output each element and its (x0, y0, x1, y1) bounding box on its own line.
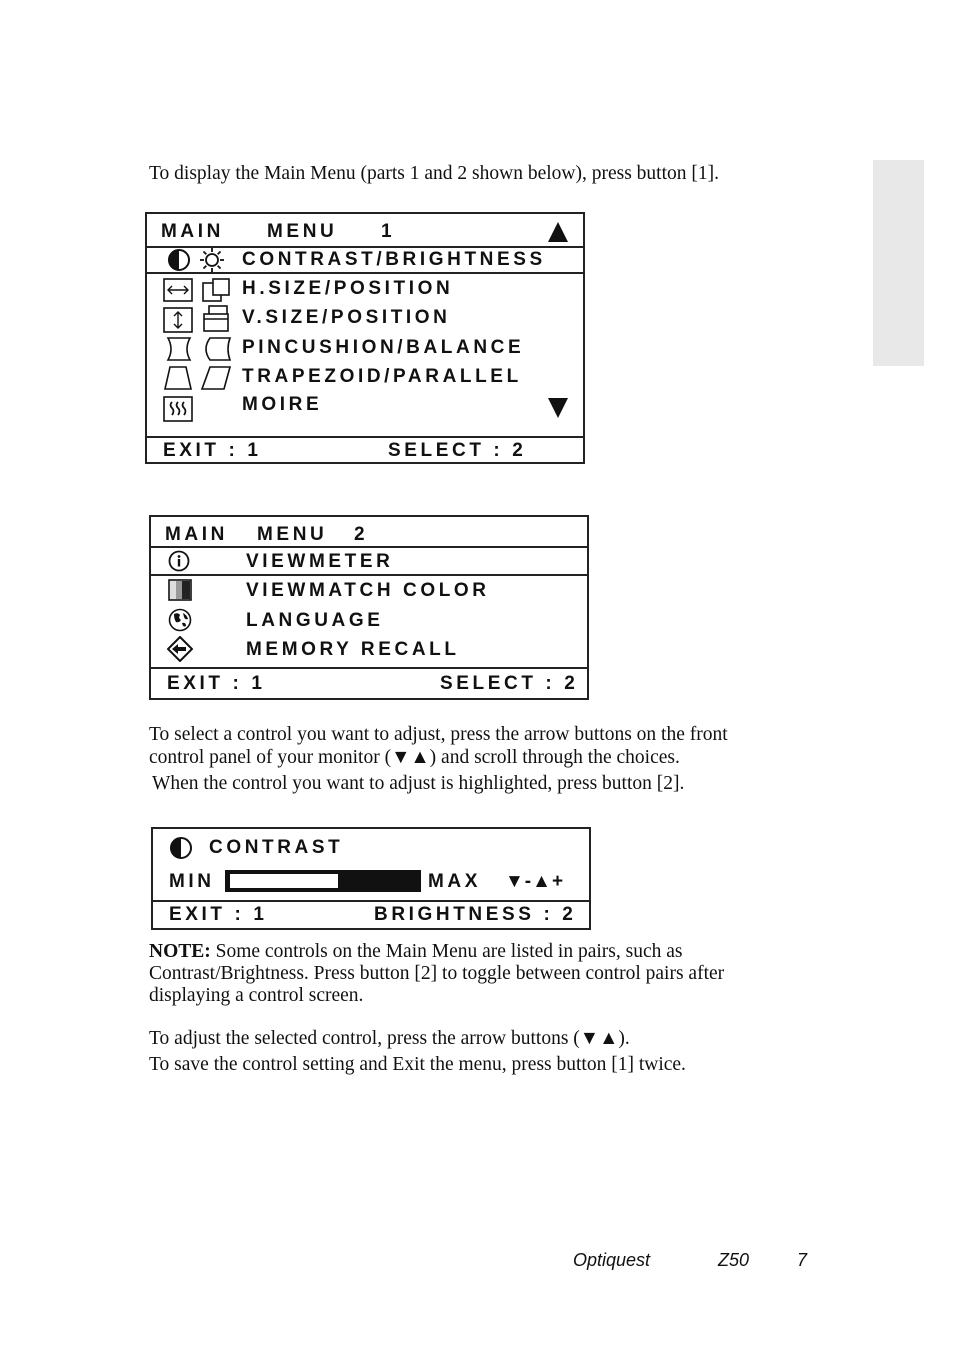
trapezoid-icon (163, 365, 193, 391)
menu1-title-number: 1 (381, 221, 396, 242)
menu2-exit-hint: EXIT : 1 (167, 673, 266, 694)
balance-icon (200, 336, 232, 362)
brightness-icon (199, 247, 225, 273)
note-line-1 (149, 940, 682, 963)
menu1-footer-divider (147, 436, 583, 438)
pincushion-icon (165, 336, 193, 362)
note-label: NOTE: (149, 941, 211, 962)
menu2-title-number: 2 (354, 524, 369, 545)
menu1-highlight-divider (147, 272, 583, 274)
menu-item-viewmeter[interactable]: VIEWMETER (246, 551, 394, 572)
menu2-footer-divider (151, 667, 587, 669)
menu-item-pincushion-balance[interactable]: PINCUSHION/BALANCE (242, 337, 525, 358)
v-size-icon (163, 307, 193, 333)
menu-item-h-size-position[interactable]: H.SIZE/POSITION (242, 278, 454, 299)
instruction-line-2: control panel of your monitor (▼▲) and scroll through the choices. (149, 747, 680, 768)
contrast-level-bar[interactable] (225, 870, 421, 892)
moire-icon (163, 396, 193, 422)
instruction-line-1: To select a control you want to adjust, press the arrow buttons on the front (149, 724, 728, 745)
section-tab (873, 160, 924, 366)
scroll-up-arrow-icon[interactable] (547, 221, 569, 243)
instruction-line-3: When the control you want to adjust is highlighted, press button [2]. (152, 773, 685, 794)
menu2-title-menu: MENU (257, 524, 328, 545)
menu2-title-divider (151, 546, 587, 548)
note-text: Some controls on the Main Menu are listed in pairs, such as (210, 941, 683, 962)
menu2-title-main: MAIN (165, 524, 228, 545)
menu-item-moire[interactable]: MOIRE (242, 394, 323, 415)
menu1-exit-hint: EXIT : 1 (163, 440, 262, 461)
slider-max-label: MAX (428, 871, 482, 892)
contrast-exit-hint: EXIT : 1 (169, 904, 268, 925)
closing-line-1: To adjust the selected control, press the arrow buttons (▼▲). (149, 1028, 630, 1049)
menu-item-language[interactable]: LANGUAGE (246, 610, 384, 631)
globe-icon (168, 608, 192, 632)
memory-recall-icon (167, 636, 193, 662)
intro-text: To display the Main Menu (parts 1 and 2 shown below), press button [1]. (149, 163, 720, 184)
menu2-highlight-divider (151, 574, 587, 576)
footer-model: Z50 (718, 1250, 750, 1270)
note-line-3: displaying a control screen. (149, 985, 364, 1006)
menu-item-memory-recall[interactable]: MEMORY RECALL (246, 639, 460, 660)
contrast-icon (169, 836, 193, 860)
menu1-title-main: MAIN (161, 221, 224, 242)
menu2-select-hint: SELECT : 2 (440, 673, 579, 694)
h-position-icon (202, 278, 232, 302)
contrast-level-fill (230, 874, 338, 888)
main-menu-2 (149, 515, 589, 700)
brightness-toggle-hint: BRIGHTNESS : 2 (374, 904, 577, 925)
main-menu-1 (145, 212, 585, 464)
menu1-select-hint: SELECT : 2 (388, 440, 527, 461)
page-number: 7 (797, 1250, 808, 1270)
slider-min-label: MIN (169, 871, 215, 892)
scroll-down-arrow-icon[interactable] (547, 397, 569, 419)
menu-item-contrast-brightness[interactable]: CONTRAST/BRIGHTNESS (242, 249, 546, 270)
v-position-icon (202, 305, 232, 333)
footer-brand: Optiquest (573, 1250, 651, 1270)
contrast-icon (167, 248, 191, 272)
note-line-2: Contrast/Brightness. Press button [2] to toggle between control pairs after (149, 963, 725, 984)
parallel-icon (200, 365, 232, 391)
color-icon (168, 579, 192, 601)
menu-item-viewmatch-color[interactable]: VIEWMATCH COLOR (246, 580, 490, 601)
contrast-screen-title: CONTRAST (209, 837, 344, 858)
menu1-title-menu: MENU (267, 221, 338, 242)
contrast-footer-divider (153, 900, 589, 902)
menu-item-v-size-position[interactable]: V.SIZE/POSITION (242, 307, 451, 328)
h-size-icon (163, 278, 193, 302)
adjust-arrows-hint: ▼-▲+ (505, 871, 565, 892)
closing-line-2: To save the control setting and Exit the menu, press button [1] twice. (149, 1054, 686, 1075)
menu-item-trapezoid-parallel[interactable]: TRAPEZOID/PARALLEL (242, 366, 522, 387)
info-icon (168, 550, 190, 572)
contrast-adjust-screen (151, 827, 591, 930)
